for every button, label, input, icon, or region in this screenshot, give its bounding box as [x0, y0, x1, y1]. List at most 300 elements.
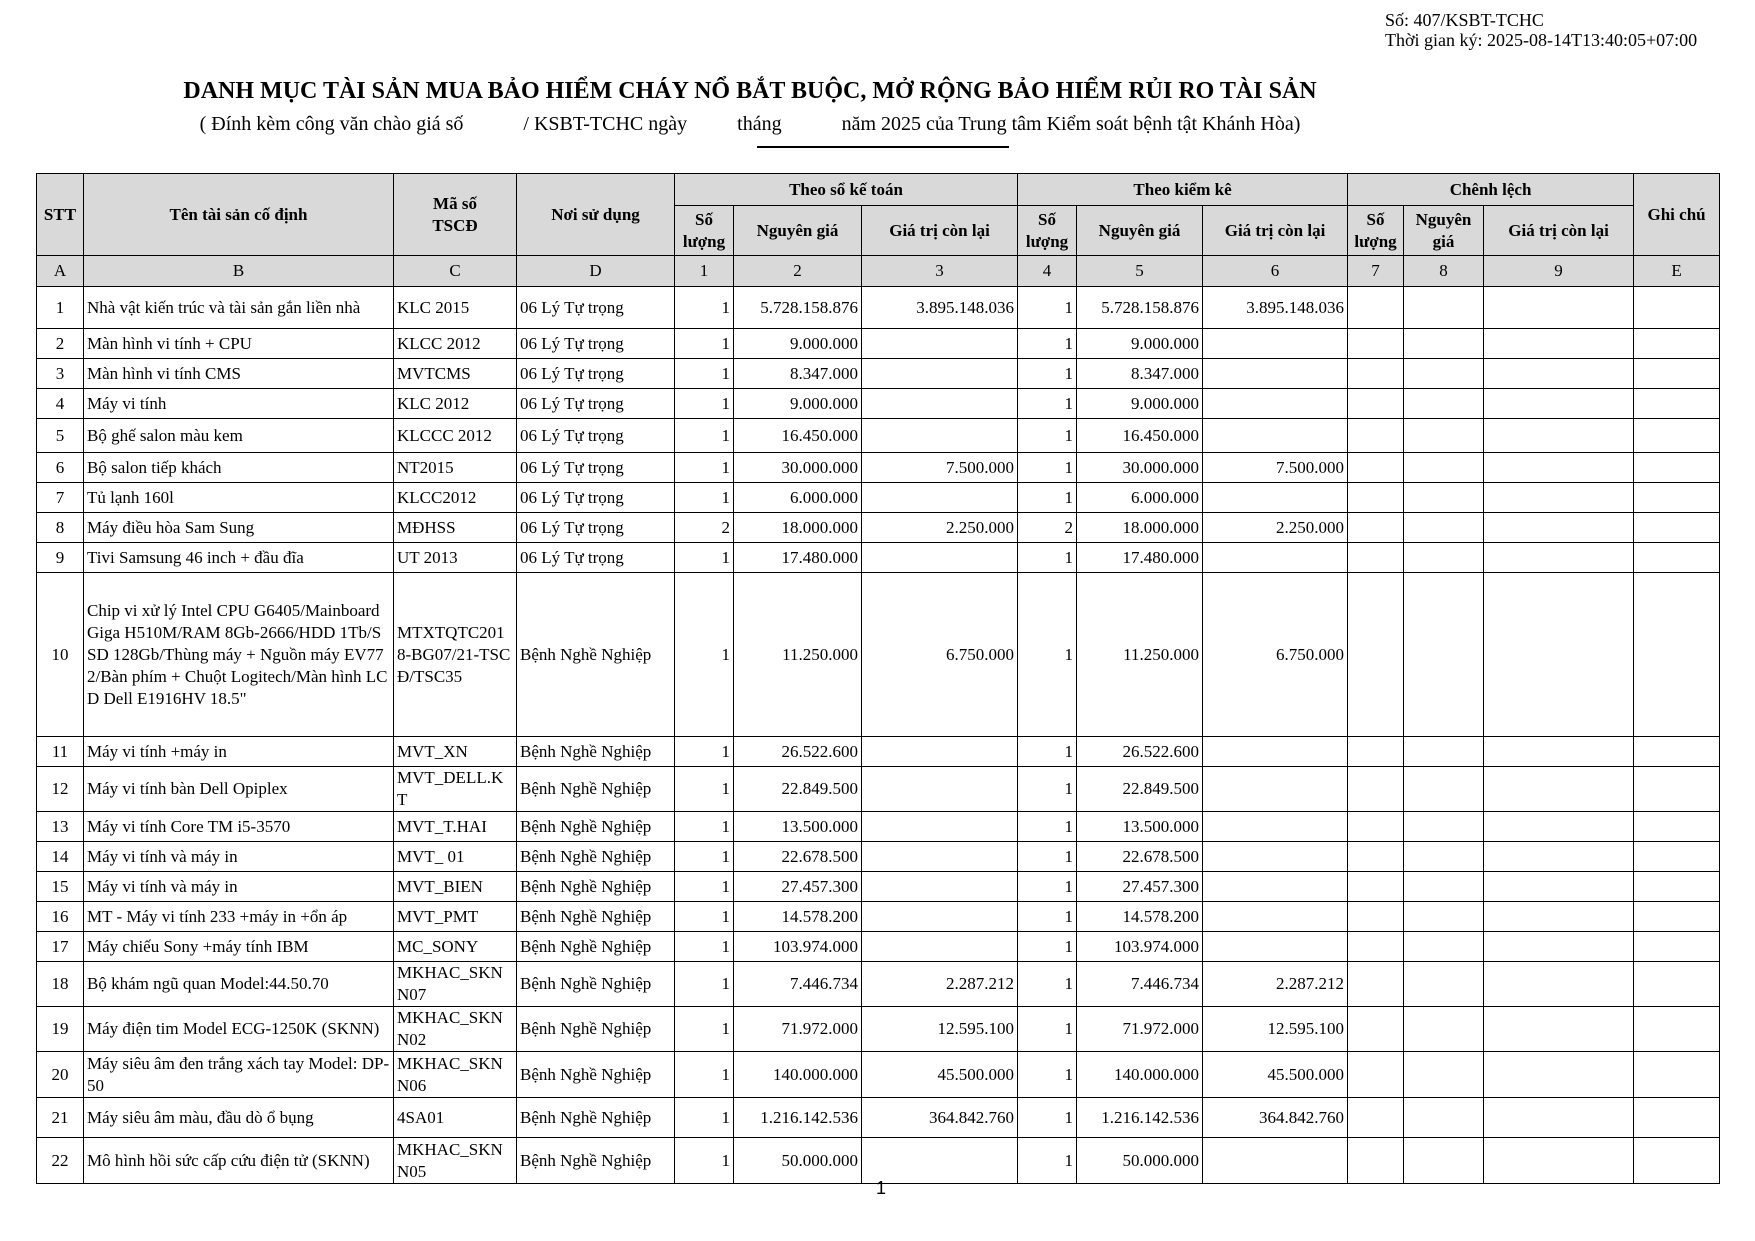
cell-asset-code: MKHAC_SKNN02	[394, 1007, 517, 1052]
cell-diff-remaining	[1484, 1098, 1634, 1138]
cell-asset-code: KLCC 2012	[394, 329, 517, 359]
cell-book-cost: 9.000.000	[734, 329, 862, 359]
cell-book-cost: 30.000.000	[734, 453, 862, 483]
cell-inv-cost: 140.000.000	[1077, 1052, 1203, 1098]
cell-inv-remaining	[1203, 767, 1348, 812]
cell-inv-qty: 2	[1018, 513, 1077, 543]
qty-line1: Số	[1038, 209, 1057, 229]
letter-cell: 8	[1404, 256, 1484, 287]
cell-asset-name: Máy vi tính +máy in	[84, 737, 394, 767]
cell-inv-remaining	[1203, 1138, 1348, 1184]
cell-inv-cost: 71.972.000	[1077, 1007, 1203, 1052]
header-stt: STT	[37, 174, 84, 256]
cell-place: 06 Lý Tự trọng	[517, 419, 675, 453]
cell-diff-remaining	[1484, 287, 1634, 329]
cell-inv-remaining	[1203, 737, 1348, 767]
cell-diff-qty	[1348, 419, 1404, 453]
cell-diff-cost	[1404, 932, 1484, 962]
cell-asset-code: MVT_BIEN	[394, 872, 517, 902]
cell-inv-cost: 6.000.000	[1077, 483, 1203, 513]
column-letter-row	[37, 256, 1720, 287]
cell-asset-code: MC_SONY	[394, 932, 517, 962]
cell-inv-cost: 16.450.000	[1077, 419, 1203, 453]
cell-asset-name: Máy chiếu Sony +máy tính IBM	[84, 932, 394, 962]
cell-diff-cost	[1404, 453, 1484, 483]
letter-cell: 7	[1348, 256, 1404, 287]
cell-diff-qty	[1348, 329, 1404, 359]
cell-inv-qty: 1	[1018, 543, 1077, 573]
cell-place: 06 Lý Tự trọng	[517, 453, 675, 483]
cell-asset-name: Bộ ghế salon màu kem	[84, 419, 394, 453]
cell-diff-qty	[1348, 1052, 1404, 1098]
letter-cell: D	[517, 256, 675, 287]
cell-diff-cost	[1404, 962, 1484, 1007]
cell-inv-remaining	[1203, 483, 1348, 513]
table-row	[37, 812, 1720, 842]
cell-place: 06 Lý Tự trọng	[517, 513, 675, 543]
cell-place: Bệnh Nghề Nghiệp	[517, 1138, 675, 1184]
qty-line2: lượng	[682, 231, 726, 251]
cell-inv-cost: 30.000.000	[1077, 453, 1203, 483]
cell-place: Bệnh Nghề Nghiệp	[517, 932, 675, 962]
cell-note	[1634, 287, 1720, 329]
cell-inv-cost: 22.678.500	[1077, 842, 1203, 872]
cell-book-cost: 17.480.000	[734, 543, 862, 573]
cell-book-remaining	[862, 902, 1018, 932]
cell-asset-name: Máy điện tim Model ECG-1250K (SKNN)	[84, 1007, 394, 1052]
cell-asset-name: Bộ khám ngũ quan Model:44.50.70	[84, 962, 394, 1007]
qty-line1: Số	[1366, 209, 1385, 229]
table-row	[37, 1098, 1720, 1138]
cell-book-qty: 1	[675, 902, 734, 932]
cell-inv-cost: 50.000.000	[1077, 1138, 1203, 1184]
page-subtitle: ( Đính kèm công văn chào giá số / KSBT-TCHC ngày tháng năm 2025 của Trung tâm Kiểm soát bệnh tật Khánh Hòa)	[199, 113, 1301, 135]
cell-stt: 9	[37, 543, 84, 573]
cell-book-remaining	[862, 483, 1018, 513]
cell-diff-cost	[1404, 287, 1484, 329]
cell-note	[1634, 483, 1720, 513]
cell-place: Bệnh Nghề Nghiệp	[517, 872, 675, 902]
table-row	[37, 962, 1720, 1007]
cell-book-qty: 1	[675, 962, 734, 1007]
cell-inv-remaining: 2.287.212	[1203, 962, 1348, 1007]
cell-inv-remaining	[1203, 812, 1348, 842]
cell-asset-code: KLCC2012	[394, 483, 517, 513]
cell-inv-remaining	[1203, 389, 1348, 419]
letter-cell: 3	[862, 256, 1018, 287]
table-row	[37, 329, 1720, 359]
cell-book-qty: 1	[675, 329, 734, 359]
signing-time: Thời gian ký: 2025-08-14T13:40:05+07:00	[1385, 30, 1698, 50]
cell-book-qty: 1	[675, 287, 734, 329]
cell-place: Bệnh Nghề Nghiệp	[517, 962, 675, 1007]
cell-inv-qty: 1	[1018, 1098, 1077, 1138]
cell-book-cost: 26.522.600	[734, 737, 862, 767]
letter-cell: A	[37, 256, 84, 287]
cell-asset-code: MVT_DELL.KT	[394, 767, 517, 812]
table-row	[37, 573, 1720, 737]
cell-place: Bệnh Nghề Nghiệp	[517, 573, 675, 737]
cell-diff-qty	[1348, 359, 1404, 389]
cell-book-cost: 14.578.200	[734, 902, 862, 932]
cell-inv-remaining: 2.250.000	[1203, 513, 1348, 543]
cell-diff-remaining	[1484, 453, 1634, 483]
header-asset-code-line2: TSCĐ	[432, 215, 478, 235]
cell-inv-qty: 1	[1018, 737, 1077, 767]
cell-stt: 13	[37, 812, 84, 842]
cell-inv-qty: 1	[1018, 419, 1077, 453]
table-row	[37, 287, 1720, 329]
cell-note	[1634, 389, 1720, 419]
cell-diff-cost	[1404, 389, 1484, 419]
cell-inv-cost: 22.849.500	[1077, 767, 1203, 812]
cell-inv-qty: 1	[1018, 389, 1077, 419]
cell-diff-remaining	[1484, 1052, 1634, 1098]
cell-book-qty: 1	[675, 419, 734, 453]
cell-book-remaining	[862, 932, 1018, 962]
cell-diff-qty	[1348, 767, 1404, 812]
cell-book-cost: 18.000.000	[734, 513, 862, 543]
cell-stt: 6	[37, 453, 84, 483]
cell-diff-remaining	[1484, 419, 1634, 453]
letter-cell: C	[394, 256, 517, 287]
cell-book-qty: 1	[675, 842, 734, 872]
page-number: 1	[876, 1178, 887, 1198]
table-row	[37, 1007, 1720, 1052]
cell-inv-remaining: 364.842.760	[1203, 1098, 1348, 1138]
cell-diff-cost	[1404, 872, 1484, 902]
cell-asset-name: Màn hình vi tính CMS	[84, 359, 394, 389]
cell-book-qty: 1	[675, 737, 734, 767]
cell-diff-remaining	[1484, 902, 1634, 932]
cell-diff-qty	[1348, 389, 1404, 419]
cell-inv-qty: 1	[1018, 1007, 1077, 1052]
header-note: Ghi chú	[1634, 174, 1720, 256]
cell-stt: 4	[37, 389, 84, 419]
cell-book-remaining: 12.595.100	[862, 1007, 1018, 1052]
cell-diff-remaining	[1484, 573, 1634, 737]
cell-diff-remaining	[1484, 812, 1634, 842]
cell-diff-cost	[1404, 543, 1484, 573]
cell-book-cost: 103.974.000	[734, 932, 862, 962]
cell-book-cost: 6.000.000	[734, 483, 862, 513]
cell-place: Bệnh Nghề Nghiệp	[517, 1007, 675, 1052]
cell-book-remaining	[862, 389, 1018, 419]
cell-book-cost: 8.347.000	[734, 359, 862, 389]
cell-place: 06 Lý Tự trọng	[517, 329, 675, 359]
cell-asset-name: Chip vi xử lý Intel CPU G6405/Mainboard Giga H510M/RAM 8Gb-2666/HDD 1Tb/SSD 128Gb/Thùng máy + Nguồn máy EV772/Bàn phím + Chuột Logitech/Màn hình LCD Dell E1916HV 18.5"	[84, 573, 394, 737]
cell-book-cost: 22.849.500	[734, 767, 862, 812]
cell-asset-code: UT 2013	[394, 543, 517, 573]
cell-stt: 2	[37, 329, 84, 359]
cell-asset-name: Máy vi tính bàn Dell Opiplex	[84, 767, 394, 812]
cell-inv-qty: 1	[1018, 767, 1077, 812]
cell-diff-qty	[1348, 812, 1404, 842]
cell-asset-code: MVT_XN	[394, 737, 517, 767]
cell-book-remaining	[862, 872, 1018, 902]
header-diff-remaining: Giá trị còn lại	[1484, 206, 1634, 256]
cell-book-qty: 2	[675, 513, 734, 543]
cell-inv-qty: 1	[1018, 359, 1077, 389]
cell-book-remaining	[862, 359, 1018, 389]
cell-diff-qty	[1348, 932, 1404, 962]
cell-place: Bệnh Nghề Nghiệp	[517, 1052, 675, 1098]
cell-book-cost: 7.446.734	[734, 962, 862, 1007]
header-place: Nơi sử dụng	[517, 174, 675, 256]
cell-inv-qty: 1	[1018, 842, 1077, 872]
cell-asset-name: Máy vi tính Core TM i5-3570	[84, 812, 394, 842]
cell-inv-cost: 18.000.000	[1077, 513, 1203, 543]
cell-note	[1634, 737, 1720, 767]
cell-place: 06 Lý Tự trọng	[517, 359, 675, 389]
letter-cell: 4	[1018, 256, 1077, 287]
cell-diff-remaining	[1484, 1007, 1634, 1052]
cell-inv-remaining	[1203, 932, 1348, 962]
cell-note	[1634, 842, 1720, 872]
table-row	[37, 842, 1720, 872]
cell-inv-remaining: 45.500.000	[1203, 1052, 1348, 1098]
cell-diff-remaining	[1484, 483, 1634, 513]
cell-diff-cost	[1404, 812, 1484, 842]
cell-asset-name: Tivi Samsung 46 inch + đầu đĩa	[84, 543, 394, 573]
cell-diff-cost	[1404, 483, 1484, 513]
cell-book-qty: 1	[675, 573, 734, 737]
cell-stt: 14	[37, 842, 84, 872]
header-inv-remaining: Giá trị còn lại	[1203, 206, 1348, 256]
cell-note	[1634, 767, 1720, 812]
header-group-book: Theo sổ kế toán	[675, 174, 1018, 206]
subtitle-underline	[757, 146, 1009, 148]
cell-book-cost: 50.000.000	[734, 1138, 862, 1184]
cell-stt: 19	[37, 1007, 84, 1052]
header-group-inventory: Theo kiểm kê	[1018, 174, 1348, 206]
cell-asset-code: MĐHSS	[394, 513, 517, 543]
cell-inv-remaining: 3.895.148.036	[1203, 287, 1348, 329]
cell-place: Bệnh Nghề Nghiệp	[517, 767, 675, 812]
cell-diff-remaining	[1484, 359, 1634, 389]
cell-book-qty: 1	[675, 1138, 734, 1184]
cell-inv-remaining	[1203, 419, 1348, 453]
cell-book-remaining: 45.500.000	[862, 1052, 1018, 1098]
cell-note	[1634, 1138, 1720, 1184]
letter-cell: 6	[1203, 256, 1348, 287]
cell-inv-qty: 1	[1018, 962, 1077, 1007]
cell-diff-qty	[1348, 1098, 1404, 1138]
header-asset-code	[394, 174, 517, 256]
qty-line2: lượng	[1354, 231, 1397, 251]
cell-inv-cost: 5.728.158.876	[1077, 287, 1203, 329]
cell-inv-remaining	[1203, 543, 1348, 573]
cell-inv-cost: 13.500.000	[1077, 812, 1203, 842]
asset-rows	[37, 287, 1720, 1184]
cell-inv-qty: 1	[1018, 932, 1077, 962]
cell-book-qty: 1	[675, 389, 734, 419]
cell-inv-qty: 1	[1018, 329, 1077, 359]
cell-asset-name: Nhà vật kiến trúc và tài sản gắn liền nhà	[84, 287, 394, 329]
letter-cell: E	[1634, 256, 1720, 287]
cell-stt: 17	[37, 932, 84, 962]
letter-cell: B	[84, 256, 394, 287]
cell-diff-remaining	[1484, 329, 1634, 359]
cell-book-cost: 1.216.142.536	[734, 1098, 862, 1138]
header-book-qty	[675, 206, 734, 256]
cell-inv-remaining: 7.500.000	[1203, 453, 1348, 483]
header-book-remaining: Giá trị còn lại	[862, 206, 1018, 256]
cell-inv-remaining	[1203, 872, 1348, 902]
cell-diff-qty	[1348, 483, 1404, 513]
cell-stt: 3	[37, 359, 84, 389]
cell-asset-code: MKHAC_SKNN07	[394, 962, 517, 1007]
cell-book-qty: 1	[675, 359, 734, 389]
cell-book-qty: 1	[675, 1007, 734, 1052]
cell-inv-qty: 1	[1018, 902, 1077, 932]
cell-stt: 20	[37, 1052, 84, 1098]
cell-book-qty: 1	[675, 872, 734, 902]
cell-note	[1634, 453, 1720, 483]
cell-inv-qty: 1	[1018, 1052, 1077, 1098]
cell-diff-qty	[1348, 543, 1404, 573]
cell-diff-remaining	[1484, 513, 1634, 543]
cell-diff-cost	[1404, 419, 1484, 453]
cell-book-remaining	[862, 812, 1018, 842]
cell-asset-name: Tủ lạnh 160l	[84, 483, 394, 513]
table-row	[37, 389, 1720, 419]
cell-note	[1634, 872, 1720, 902]
cell-inv-remaining: 6.750.000	[1203, 573, 1348, 737]
cost-diff-line2: giá	[1432, 231, 1455, 251]
cell-note	[1634, 1052, 1720, 1098]
cell-asset-code: KLC 2015	[394, 287, 517, 329]
cell-book-qty: 1	[675, 767, 734, 812]
cell-place: Bệnh Nghề Nghiệp	[517, 842, 675, 872]
cell-place: 06 Lý Tự trọng	[517, 287, 675, 329]
cell-stt: 21	[37, 1098, 84, 1138]
cell-inv-remaining	[1203, 329, 1348, 359]
cell-inv-cost: 11.250.000	[1077, 573, 1203, 737]
cell-asset-code: MVT_PMT	[394, 902, 517, 932]
cell-book-qty: 1	[675, 543, 734, 573]
cell-asset-code: MVT_ 01	[394, 842, 517, 872]
cell-stt: 16	[37, 902, 84, 932]
cell-asset-name: Máy vi tính	[84, 389, 394, 419]
cell-diff-cost	[1404, 1007, 1484, 1052]
cell-inv-cost: 26.522.600	[1077, 737, 1203, 767]
cell-place: Bệnh Nghề Nghiệp	[517, 902, 675, 932]
cell-inv-cost: 9.000.000	[1077, 389, 1203, 419]
cell-asset-code: 4SA01	[394, 1098, 517, 1138]
cell-inv-qty: 1	[1018, 573, 1077, 737]
cell-inv-cost: 7.446.734	[1077, 962, 1203, 1007]
cell-diff-cost	[1404, 1098, 1484, 1138]
cell-book-cost: 5.728.158.876	[734, 287, 862, 329]
cell-diff-cost	[1404, 902, 1484, 932]
cell-diff-remaining	[1484, 737, 1634, 767]
header-group-diff: Chênh lệch	[1348, 174, 1634, 206]
cell-inv-qty: 1	[1018, 483, 1077, 513]
table-row	[37, 453, 1720, 483]
cell-inv-cost: 103.974.000	[1077, 932, 1203, 962]
cell-asset-code: MVT_T.HAI	[394, 812, 517, 842]
cell-asset-name: Máy siêu âm màu, đầu dò ổ bụng	[84, 1098, 394, 1138]
cell-stt: 7	[37, 483, 84, 513]
cell-stt: 11	[37, 737, 84, 767]
table-row	[37, 1138, 1720, 1184]
cell-place: 06 Lý Tự trọng	[517, 543, 675, 573]
cell-asset-code: KLCCC 2012	[394, 419, 517, 453]
cell-stt: 1	[37, 287, 84, 329]
cell-inv-remaining: 12.595.100	[1203, 1007, 1348, 1052]
table-row	[37, 1052, 1720, 1098]
document-number: Số: 407/KSBT-TCHC	[1385, 10, 1544, 30]
cell-diff-qty	[1348, 287, 1404, 329]
cell-diff-cost	[1404, 329, 1484, 359]
cell-asset-name: Máy vi tính và máy in	[84, 872, 394, 902]
cell-diff-remaining	[1484, 962, 1634, 1007]
cell-book-qty: 1	[675, 483, 734, 513]
cell-diff-qty	[1348, 1138, 1404, 1184]
cell-diff-qty	[1348, 842, 1404, 872]
cell-diff-cost	[1404, 767, 1484, 812]
cell-book-qty: 1	[675, 453, 734, 483]
cell-book-remaining: 7.500.000	[862, 453, 1018, 483]
table-row	[37, 543, 1720, 573]
header-inv-qty	[1018, 206, 1077, 256]
cell-place: Bệnh Nghề Nghiệp	[517, 1098, 675, 1138]
cell-asset-name: Mô hình hồi sức cấp cứu điện tử (SKNN)	[84, 1138, 394, 1184]
cell-book-cost: 9.000.000	[734, 389, 862, 419]
cell-diff-remaining	[1484, 872, 1634, 902]
table-row	[37, 513, 1720, 543]
cell-stt: 10	[37, 573, 84, 737]
cell-inv-remaining	[1203, 359, 1348, 389]
cell-book-remaining: 6.750.000	[862, 573, 1018, 737]
cell-book-remaining: 3.895.148.036	[862, 287, 1018, 329]
header-diff-cost	[1404, 206, 1484, 256]
cell-diff-qty	[1348, 962, 1404, 1007]
cell-book-cost: 16.450.000	[734, 419, 862, 453]
cell-diff-qty	[1348, 737, 1404, 767]
cell-diff-cost	[1404, 513, 1484, 543]
cell-diff-remaining	[1484, 1138, 1634, 1184]
cell-diff-qty	[1348, 453, 1404, 483]
header-inv-cost: Nguyên giá	[1077, 206, 1203, 256]
letter-cell: 5	[1077, 256, 1203, 287]
cell-asset-name: MT - Máy vi tính 233 +máy in +ổn áp	[84, 902, 394, 932]
cell-book-remaining	[862, 737, 1018, 767]
cell-book-remaining	[862, 543, 1018, 573]
table-row	[37, 419, 1720, 453]
signature-block	[1385, 10, 1697, 50]
cell-note	[1634, 359, 1720, 389]
cell-asset-name: Máy điều hòa Sam Sung	[84, 513, 394, 543]
cell-book-qty: 1	[675, 1098, 734, 1138]
qty-line2: lượng	[1025, 231, 1069, 251]
letter-cell: 2	[734, 256, 862, 287]
cell-book-remaining	[862, 329, 1018, 359]
cell-note	[1634, 329, 1720, 359]
cell-book-remaining	[862, 1138, 1018, 1184]
cell-diff-remaining	[1484, 932, 1634, 962]
cell-note	[1634, 573, 1720, 737]
table-row	[37, 359, 1720, 389]
cell-place: 06 Lý Tự trọng	[517, 389, 675, 419]
cell-book-remaining	[862, 842, 1018, 872]
letter-cell: 9	[1484, 256, 1634, 287]
cell-diff-cost	[1404, 1052, 1484, 1098]
cell-stt: 22	[37, 1138, 84, 1184]
page-title: DANH MỤC TÀI SẢN MUA BẢO HIỂM CHÁY NỔ BẮT BUỘC, MỞ RỘNG BẢO HIỂM RỦI RO TÀI SẢN	[183, 78, 1317, 104]
cell-book-remaining	[862, 419, 1018, 453]
